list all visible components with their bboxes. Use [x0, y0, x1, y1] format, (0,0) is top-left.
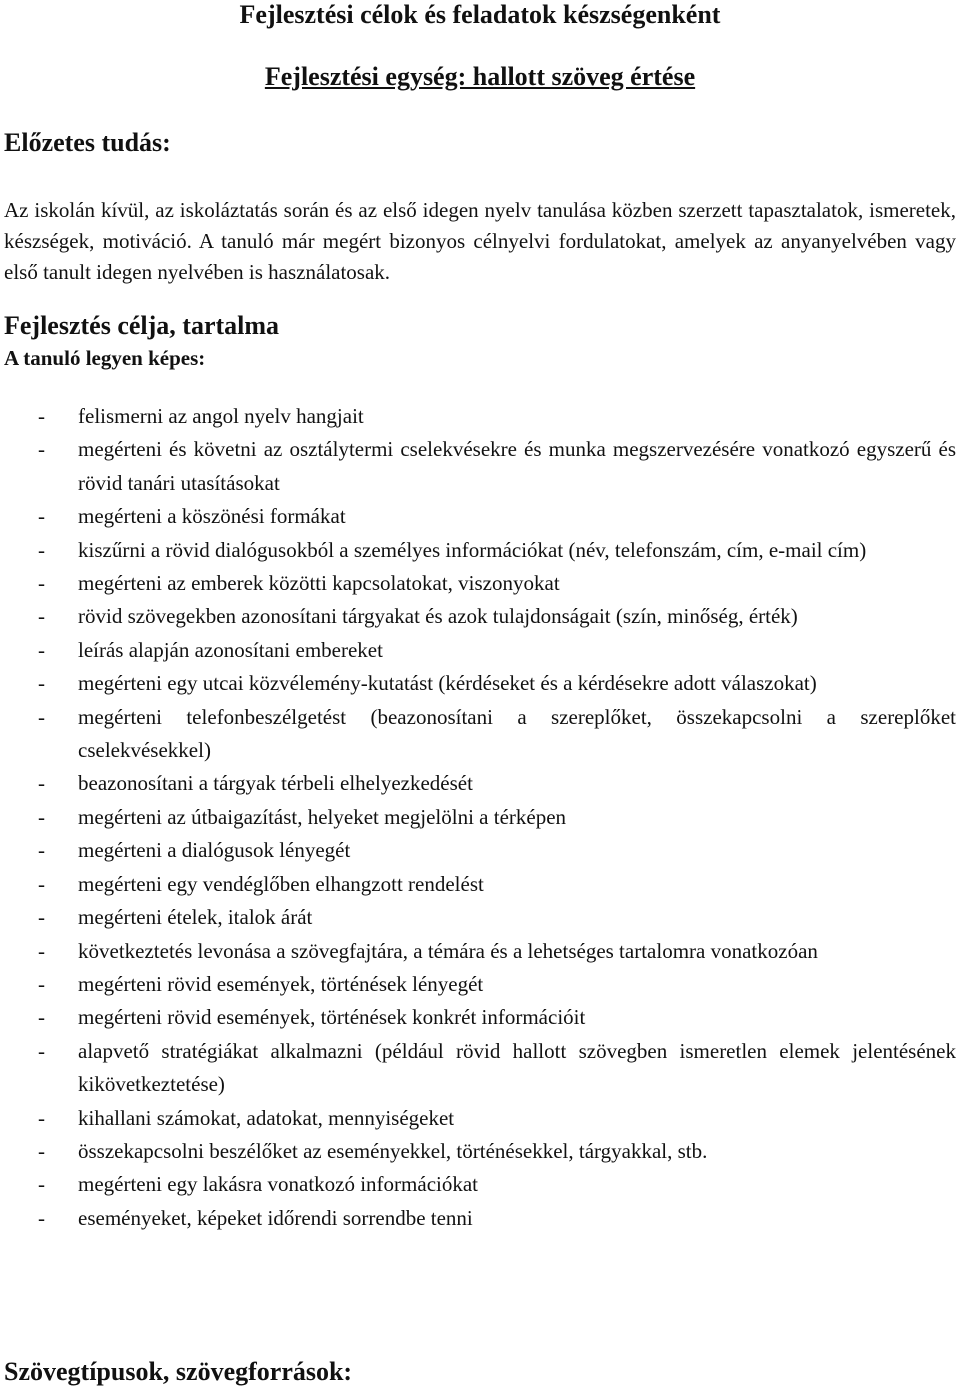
- list-item: [0, 400, 956, 433]
- list-item-text: megérteni rövid események, történések lényegét: [78, 971, 484, 996]
- list-item: [0, 701, 956, 768]
- list-bullet: -: [38, 1038, 45, 1063]
- list-bullet: -: [38, 1105, 45, 1130]
- list-item-text: megérteni a dialógusok lényegét: [78, 838, 351, 863]
- list-bullet: -: [38, 771, 45, 796]
- list-item: [0, 667, 956, 700]
- text-types-heading: Szövegtípusok, szövegforrások:: [4, 1357, 353, 1386]
- goals-list: [0, 400, 956, 1235]
- list-item-text: megérteni és követni az osztálytermi cselekvésekre és munka megszervezésére vonatkozó egyszerű és rövid tanári utasításokat: [78, 437, 956, 495]
- list-item: [0, 1168, 956, 1201]
- list-item-text: felismerni az angol nyelv hangjait: [78, 404, 364, 428]
- list-item: [0, 634, 956, 667]
- list-item: [0, 1001, 956, 1034]
- list-item: [0, 534, 956, 567]
- list-item-text: megérteni egy lakásra vonatkozó információkat: [78, 1172, 479, 1197]
- goals-subheading: A tanuló legyen képes:: [4, 346, 206, 370]
- list-item-text: kihallani számokat, adatokat, mennyiségeket: [78, 1105, 455, 1130]
- list-item-text: összekapcsolni beszélőket az eseményekkel, történésekkel, tárgyakkal, stb.: [78, 1138, 708, 1163]
- list-bullet: -: [38, 704, 45, 729]
- list-item-text: megérteni egy utcai közvélemény-kutatást (kérdéseket és a kérdésekre adott válaszokat): [78, 671, 817, 696]
- list-item-text: következtetés levonása a szövegfajtára, a témára és a lehetséges tartalomra vonatkozóan: [78, 938, 818, 963]
- list-item: [0, 1202, 956, 1235]
- list-item: [0, 801, 956, 834]
- list-bullet: -: [38, 604, 45, 629]
- list-bullet: -: [38, 971, 45, 996]
- unit-title: Fejlesztési egység: hallott szöveg értése: [264, 62, 696, 91]
- list-bullet: -: [38, 871, 45, 896]
- list-item: [0, 767, 956, 800]
- list-item: [0, 901, 956, 934]
- main-title: Fejlesztési célok és feladatok készségenként: [239, 0, 721, 29]
- list-item: [0, 868, 956, 901]
- list-item-text: megérteni a köszönési formákat: [78, 504, 346, 529]
- list-item: [0, 500, 956, 533]
- list-bullet: -: [38, 1138, 45, 1163]
- list-bullet: -: [38, 938, 45, 963]
- prior-knowledge-text: Az iskolán kívül, az iskoláztatás során és az első idegen nyelv tanulása közben szerzett tapasztalatok, ismeretek, készségek, motiváció. A tanuló már megért bizonyos célnyelvi fordulatokat, amelyek az anyanyelvében vagy első tanult idegen nyelvében is használatosak.: [4, 198, 956, 284]
- list-item: [0, 968, 956, 1001]
- list-item: [0, 834, 956, 867]
- list-bullet: -: [38, 504, 45, 529]
- list-item: [0, 433, 956, 500]
- list-bullet: -: [38, 1005, 45, 1030]
- list-item: [0, 1102, 956, 1135]
- list-item: [0, 600, 956, 633]
- list-item: [0, 935, 956, 968]
- list-item-text: kiszűrni a rövid dialógusokból a személyes információkat (név, telefonszám, cím, e-mail cím): [78, 537, 867, 562]
- list-item: [0, 567, 956, 600]
- list-bullet: -: [38, 404, 45, 428]
- list-item: [0, 1135, 956, 1168]
- list-item-text: megérteni ételek, italok árát: [78, 905, 313, 930]
- list-item-text: eseményeket, képeket időrendi sorrendbe tenni: [78, 1205, 473, 1230]
- list-bullet: -: [38, 804, 45, 829]
- prior-knowledge-heading: Előzetes tudás:: [4, 128, 171, 157]
- list-item-text: leírás alapján azonosítani embereket: [78, 637, 383, 662]
- list-item-text: beazonosítani a tárgyak térbeli elhelyezkedését: [78, 771, 473, 796]
- list-item-text: megérteni az emberek közötti kapcsolatokat, viszonyokat: [78, 571, 560, 596]
- list-item-text: megérteni rövid események, történések konkrét információit: [78, 1005, 586, 1030]
- list-item-text: megérteni az útbaigazítást, helyeket megjelölni a térképen: [78, 804, 567, 829]
- list-item-text: megérteni telefonbeszélgetést (beazonosítani a szereplőket, összekapcsolni a szereplőket cselekvésekkel): [78, 704, 956, 763]
- list-item-text: alapvető stratégiákat alkalmazni (például rövid hallott szövegben ismeretlen elemek jelentésének kikövetkeztetése): [78, 1038, 956, 1097]
- list-bullet: -: [38, 1172, 45, 1197]
- list-bullet: -: [38, 1205, 45, 1230]
- list-bullet: -: [38, 637, 45, 662]
- list-bullet: -: [38, 905, 45, 930]
- list-item: [0, 1035, 956, 1102]
- list-bullet: -: [38, 437, 45, 462]
- list-bullet: -: [38, 571, 45, 596]
- list-bullet: -: [38, 671, 45, 696]
- list-bullet: -: [38, 537, 45, 562]
- goals-heading: Fejlesztés célja, tartalma: [4, 311, 280, 340]
- list-bullet: -: [38, 838, 45, 863]
- list-item-text: rövid szövegekben azonosítani tárgyakat és azok tulajdonságait (szín, minőség, érték): [78, 604, 798, 629]
- list-item-text: megérteni egy vendéglőben elhangzott rendelést: [78, 871, 484, 896]
